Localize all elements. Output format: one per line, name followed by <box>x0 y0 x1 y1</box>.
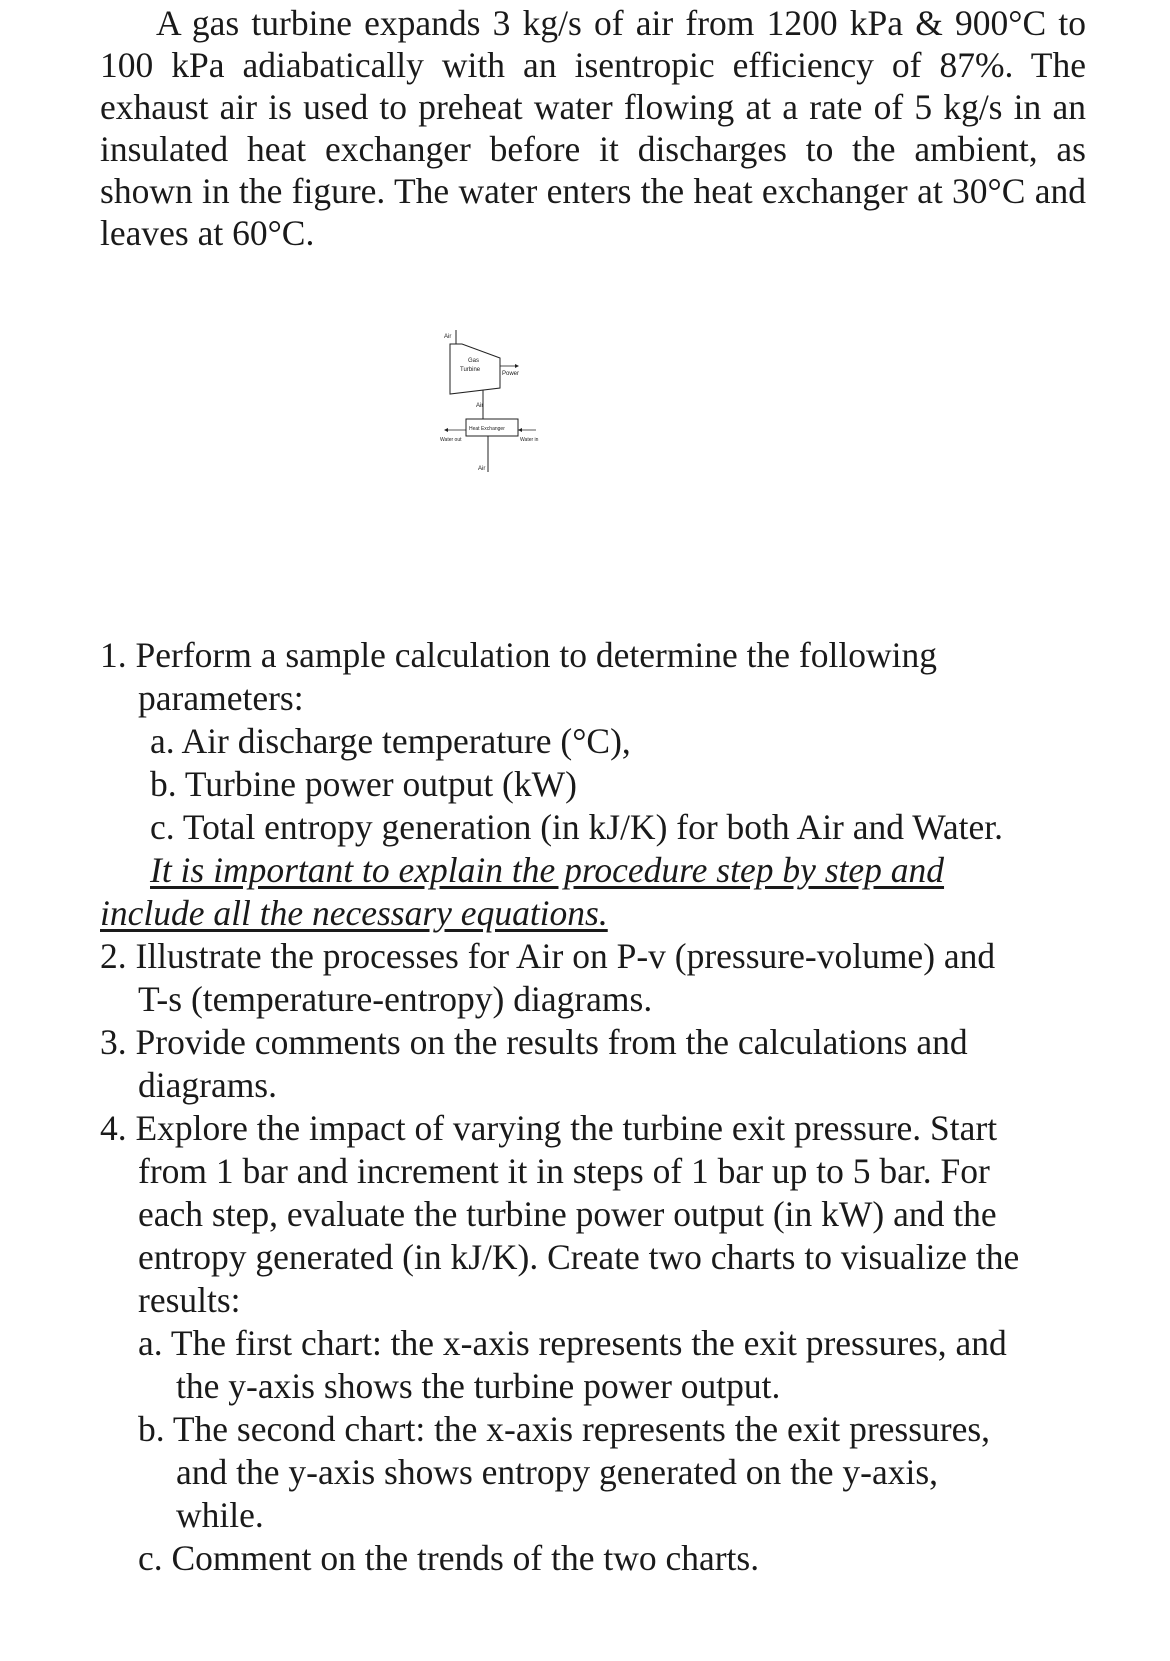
question-4b-line-3: while. <box>176 1495 264 1535</box>
label-power: Power <box>502 371 520 377</box>
label-air-out: Air <box>478 466 486 472</box>
question-1-line-2: parameters: <box>138 678 304 718</box>
water-out-arrowhead <box>444 428 448 432</box>
label-turbine: Turbine <box>460 367 481 373</box>
note-line-2: include all the necessary equations. <box>100 893 608 933</box>
label-air-mid: Air <box>476 403 484 409</box>
water-in-arrowhead <box>518 428 522 432</box>
label-water-out: Water out <box>440 437 462 443</box>
question-3-line-1: 3. Provide comments on the results from the calculations and <box>100 1022 968 1062</box>
question-4c: c. Comment on the trends of the two charts. <box>138 1538 760 1578</box>
label-heat-exchanger: Heat Exchanger <box>469 426 505 432</box>
question-4a-line-1: a. The first chart: the x-axis represents the exit pressures, and <box>138 1323 1007 1363</box>
question-1c: c. Total entropy generation (in kJ/K) for both Air and Water. <box>150 807 1004 847</box>
question-4-line-5: results: <box>138 1280 241 1320</box>
label-water-in: Water in <box>520 437 539 443</box>
question-1-line-1: 1. Perform a sample calculation to determine the following <box>100 635 937 675</box>
question-2-line-1: 2. Illustrate the processes for Air on P-v (pressure-volume) and <box>100 936 996 976</box>
problem-statement: A gas turbine expands 3 kg/s of air from 1200 kPa & 900°C to 100 kPa adiabatically with an isentropic efficiency of 87%. The exhaust air is used to preheat water flowing at a rate of 5 kg/s in an insulated heat exchanger before it discharges to the ambient, as shown in the figure. The water enters the heat exchanger at 30°C and leaves at 60°C. <box>100 3 1086 253</box>
question-4-line-1: 4. Explore the impact of varying the turbine exit pressure. Start <box>100 1108 998 1148</box>
question-1a: a. Air discharge temperature (°C), <box>150 721 631 761</box>
question-4-line-3: each step, evaluate the turbine power output (in kW) and the <box>138 1194 997 1234</box>
power-arrowhead <box>515 364 519 368</box>
turbine-heat-exchanger-diagram <box>440 330 600 505</box>
question-4-line-4: entropy generated (in kJ/K). Create two charts to visualize the <box>138 1237 1020 1277</box>
question-2-line-2: T-s (temperature-entropy) diagrams. <box>138 979 653 1019</box>
label-air-in: Air <box>444 334 452 340</box>
question-4b-line-1: b. The second chart: the x-axis represents the exit pressures, <box>138 1409 991 1449</box>
question-3-line-2: diagrams. <box>138 1065 278 1105</box>
question-4a-line-2: the y-axis shows the turbine power output. <box>176 1366 781 1406</box>
note-line-1: It is important to explain the procedure step by step and <box>150 850 945 890</box>
question-4b-line-2: and the y-axis shows entropy generated on the y-axis, <box>176 1452 939 1492</box>
label-gas: Gas <box>468 358 480 364</box>
diagram-svg <box>440 330 600 505</box>
question-4-line-2: from 1 bar and increment it in steps of 1 bar up to 5 bar. For <box>138 1151 990 1191</box>
question-1b: b. Turbine power output (kW) <box>150 764 577 804</box>
